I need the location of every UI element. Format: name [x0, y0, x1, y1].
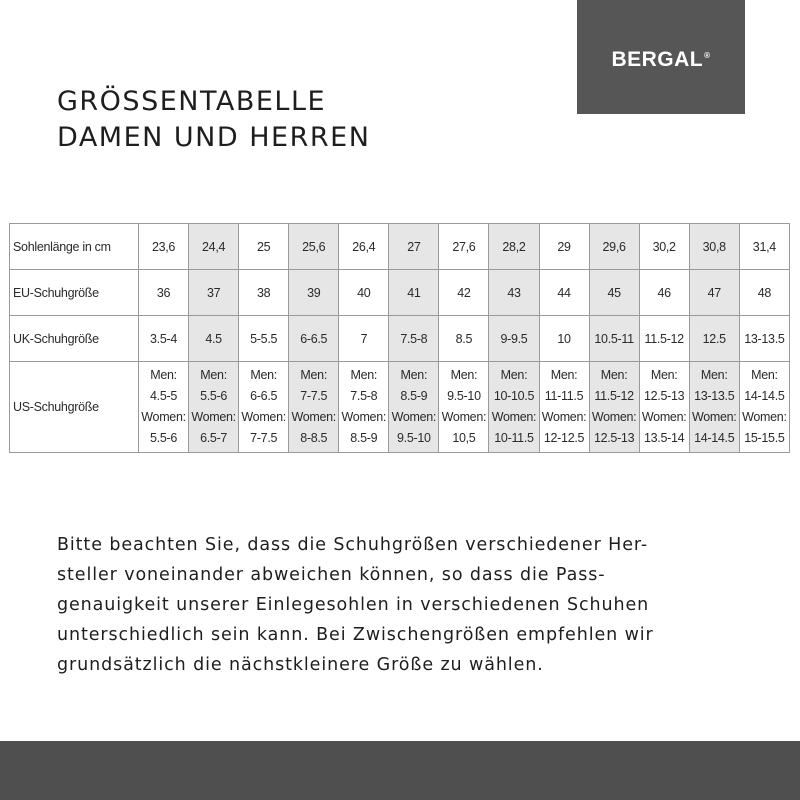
us-women-label: Women:	[441, 410, 487, 424]
us-men-label: Men:	[751, 368, 778, 382]
table-cell	[239, 362, 289, 453]
us-men-label: Men:	[550, 368, 578, 382]
us-women-value: 13.5-14	[644, 431, 685, 445]
row-eu-size	[10, 270, 790, 316]
us-men-value: 14-14.5	[744, 389, 785, 403]
table-cell: 24,4	[189, 224, 239, 270]
table-cell: 30,8	[689, 224, 739, 270]
us-women-label: Women:	[691, 410, 737, 424]
note-line: grundsätzlich die nächstkleinere Größe zu wählen.	[57, 655, 544, 675]
table-cell: 26,4	[339, 224, 389, 270]
us-men-value: 11.5-12	[594, 389, 634, 403]
us-women-value: 8-8.5	[300, 431, 328, 445]
us-women-value: 5.5-6	[150, 431, 178, 445]
table-cell: 40	[339, 270, 389, 316]
us-women-label: Women:	[341, 410, 387, 424]
brand-logo-box	[577, 0, 745, 114]
table-cell: 31,4	[739, 224, 789, 270]
us-women-value: 7-7.5	[250, 431, 278, 445]
table-cell: 39	[289, 270, 339, 316]
table-cell: 4.5	[189, 316, 239, 362]
table-cell: 45	[589, 270, 639, 316]
table-cell	[289, 362, 339, 453]
table-cell: 9-9.5	[489, 316, 539, 362]
table-cell: 37	[189, 270, 239, 316]
us-men-value: 9.5-10	[447, 389, 481, 403]
table-cell	[439, 362, 489, 453]
us-women-label: Women:	[591, 410, 637, 424]
table-cell: 48	[739, 270, 789, 316]
note-line: steller voneinander abweichen können, so dass die Pass-	[57, 565, 606, 585]
us-women-value: 10-11.5	[494, 431, 534, 445]
us-men-value: 12.5-13	[644, 389, 685, 403]
us-men-label: Men:	[650, 368, 678, 382]
table-cell	[489, 362, 539, 453]
us-women-label: Women:	[742, 410, 787, 424]
table-cell: 47	[689, 270, 739, 316]
us-men-value: 4.5-5	[150, 389, 178, 403]
us-women-label: Women:	[141, 410, 186, 424]
us-women-label: Women:	[641, 410, 687, 424]
us-men-value: 10-10.5	[493, 389, 535, 403]
us-men-value: 7-7.5	[300, 389, 328, 403]
us-men-value: 5.5-6	[200, 389, 228, 403]
page-title	[57, 84, 370, 156]
note-line: Bitte beachten Sie, dass die Schuhgrößen verschiedener Her-	[57, 535, 649, 555]
table-cell	[139, 362, 189, 453]
us-women-value: 12-12.5	[543, 431, 585, 445]
us-women-value: 12.5-13	[593, 431, 635, 445]
us-men-value: 11-11.5	[544, 389, 584, 403]
table-cell: 43	[489, 270, 539, 316]
table-cell	[539, 362, 589, 453]
table-cell: 36	[139, 270, 189, 316]
us-men-label: Men:	[600, 368, 628, 382]
table-cell: 6-6.5	[289, 316, 339, 362]
us-women-value: 10,5	[452, 431, 476, 445]
us-men-label: Men:	[450, 368, 478, 382]
us-women-value: 15-15.5	[744, 431, 785, 445]
table-cell: 38	[239, 270, 289, 316]
us-women-value: 8.5-9	[350, 431, 378, 445]
registered-mark: ®	[704, 51, 711, 60]
table-cell: 3.5-4	[139, 316, 189, 362]
table-cell: 13-13.5	[739, 316, 789, 362]
table-cell: 7.5-8	[389, 316, 439, 362]
row-label: UK-Schuhgröße	[10, 316, 139, 362]
table-cell: 29	[539, 224, 589, 270]
note-line: genauigkeit unserer Einlegesohlen in verschiedenen Schuhen	[57, 595, 650, 615]
table-cell: 42	[439, 270, 489, 316]
us-men-value: 13-13.5	[694, 389, 735, 403]
row-label: EU-Schuhgröße	[10, 270, 139, 316]
row-sole-length	[10, 224, 790, 270]
us-men-label: Men:	[300, 368, 328, 382]
table-cell: 27	[389, 224, 439, 270]
us-men-value: 7.5-8	[350, 389, 378, 403]
table-cell: 5-5.5	[239, 316, 289, 362]
us-women-label: Women:	[491, 410, 537, 424]
row-label: Sohlenlänge in cm	[10, 224, 139, 270]
us-men-label: Men:	[400, 368, 428, 382]
us-men-label: Men:	[700, 368, 728, 382]
us-men-label: Men:	[200, 368, 227, 382]
row-us-size	[10, 362, 790, 453]
row-label: US-Schuhgröße	[10, 362, 139, 453]
us-women-label: Women:	[241, 410, 286, 424]
size-table	[9, 223, 790, 453]
footer-bar	[0, 741, 800, 800]
table-cell: 10.5-11	[589, 316, 639, 362]
table-cell: 11.5-12	[639, 316, 689, 362]
us-men-label: Men:	[150, 368, 177, 382]
table-cell: 41	[389, 270, 439, 316]
brand-name: BERGAL	[611, 48, 704, 71]
us-men-value: 6-6.5	[250, 389, 278, 403]
table-cell: 25,6	[289, 224, 339, 270]
us-women-value: 14-14.5	[694, 431, 735, 445]
us-women-label: Women:	[291, 410, 336, 424]
table-cell: 44	[539, 270, 589, 316]
us-women-label: Women:	[191, 410, 236, 424]
us-women-value: 9.5-10	[397, 431, 431, 445]
us-women-value: 6.5-7	[200, 431, 228, 445]
table-cell	[589, 362, 639, 453]
brand-logo	[611, 48, 710, 72]
note-line: unterschiedlich sein kann. Bei Zwischengrößen empfehlen wir	[57, 625, 654, 645]
table-cell	[189, 362, 239, 453]
table-cell: 7	[339, 316, 389, 362]
table-cell: 10	[539, 316, 589, 362]
table-cell	[689, 362, 739, 453]
sizing-note	[57, 530, 737, 680]
us-men-label: Men:	[500, 368, 528, 382]
table-cell	[739, 362, 789, 453]
table-cell: 23,6	[139, 224, 189, 270]
table-cell: 25	[239, 224, 289, 270]
table-cell: 30,2	[639, 224, 689, 270]
table-cell	[339, 362, 389, 453]
size-table-body	[10, 224, 790, 453]
table-cell	[639, 362, 689, 453]
table-cell: 12.5	[689, 316, 739, 362]
us-men-value: 8.5-9	[400, 389, 428, 403]
title-line-1: GRÖSSENTABELLE	[57, 86, 327, 117]
table-cell: 27,6	[439, 224, 489, 270]
us-men-label: Men:	[350, 368, 378, 382]
table-cell	[389, 362, 439, 453]
table-cell: 28,2	[489, 224, 539, 270]
row-uk-size	[10, 316, 790, 362]
table-cell: 8.5	[439, 316, 489, 362]
us-women-label: Women:	[541, 410, 587, 424]
us-men-label: Men:	[250, 368, 277, 382]
us-women-label: Women:	[391, 410, 437, 424]
table-cell: 46	[639, 270, 689, 316]
title-line-2: DAMEN UND HERREN	[57, 122, 371, 153]
table-cell: 29,6	[589, 224, 639, 270]
